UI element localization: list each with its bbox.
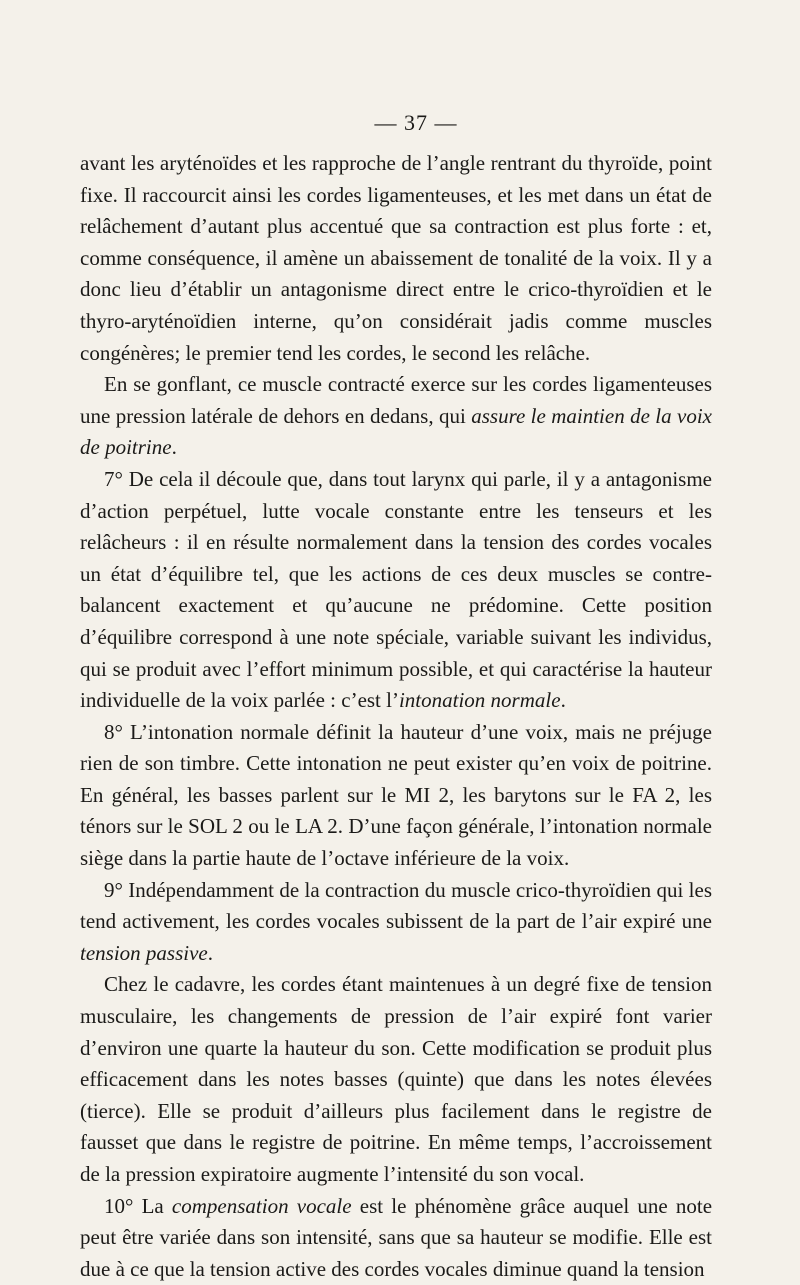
text-run: .: [560, 688, 566, 713]
paragraph: [80, 1191, 712, 1285]
paragraph: [80, 148, 712, 369]
text-run: .: [171, 435, 177, 460]
text-run: En se gonflant, ce muscle contracté exerce sur les cordes ligamenteuses une pression latérale de dehors en dedans, qui: [80, 372, 712, 428]
paragraph: [80, 875, 712, 970]
paragraph: [80, 369, 712, 464]
document-page: [80, 110, 712, 1285]
paragraph: [80, 464, 712, 717]
italic-text: compensation vocale: [171, 1193, 352, 1218]
text-run: est le phénomène grâce auquel une note peut être variée dans son intensité, sans que sa hauteur se modifie. Elle est due à ce que la tension active des cordes vocales diminue quand la tension: [80, 1193, 713, 1281]
italic-text: intonation normale: [398, 688, 561, 713]
text-run: 9° Indépendamment de la contraction du muscle crico-thyroïdien qui les tend activement, les cordes vocales subissent de la part de l’air expiré une: [80, 877, 712, 934]
paragraph: [80, 969, 712, 1190]
text-run: 7° De cela il découle que, dans tout larynx qui parle, il y a antagonisme d’action perpétuel, lutte vocale constante entre les tenseurs et les relâcheurs : il en résulte normalement dans la tension des cordes vocales un état d’équilibre tel, que les actions de ces deux muscles se contre-balancent exactement et qu’aucune ne prédomine. Cette position d’équilibre correspond à une note spéciale, variable suivant les individus, qui se produit avec l’effort minimum possible, et qui caractérise la hauteur individuelle de la voix parlée : c’est l’: [80, 466, 712, 713]
text-run: Chez le cadavre, les cordes étant maintenues à un degré fixe de tension musculaire, les changements de pression de l’air expiré font varier d’environ une quarte la hauteur du son. Cette modification se produit plus efficacement dans les notes basses (quinte) que dans les notes élevées (tierce). Elle se produit d’ailleurs plus facilement dans le registre de fausset que dans le registre de poitrine. En même temps, l’accroissement de la pression expiratoire augmente l’intensité du son vocal.: [80, 972, 712, 1186]
text-run: avant les aryténoïdes et les rapproche de l’angle rentrant du thyroïde, point fixe. Il raccourcit ainsi les cordes ligamenteuses, et les met dans un état de relâchement d’autant plus accentué que sa contraction est plus forte : et, comme conséquence, il amène un abaissement de tonalité de la voix. Il y a donc lieu d’établir un antagonisme direct entre le crico-thyroïdien et le thyro-aryténoïdien interne, qu’on considérait jadis comme muscles congénères; le premier tend les cordes, le second les relâche.: [80, 151, 712, 365]
text-run: 10° La: [104, 1193, 172, 1218]
paragraph: [80, 717, 712, 875]
text-run: .: [207, 940, 213, 965]
body-text: [80, 148, 712, 1285]
text-run: 8° L’intonation normale définit la hauteur d’une voix, mais ne préjuge rien de son timbre. Cette intonation ne peut exister qu’en voix de poitrine. En général, les basses parlent sur le MI 2, les barytons sur le FA 2, les ténors sur le SOL 2 ou le LA 2. D’une façon générale, l’intonation normale siège dans la partie haute de l’octave inférieure de la voix.: [80, 719, 712, 871]
page-number: — 37 —: [374, 110, 458, 135]
italic-text: tension passive: [80, 940, 208, 965]
italic-text: assure le maintien de la voix de poitrine: [80, 403, 712, 460]
